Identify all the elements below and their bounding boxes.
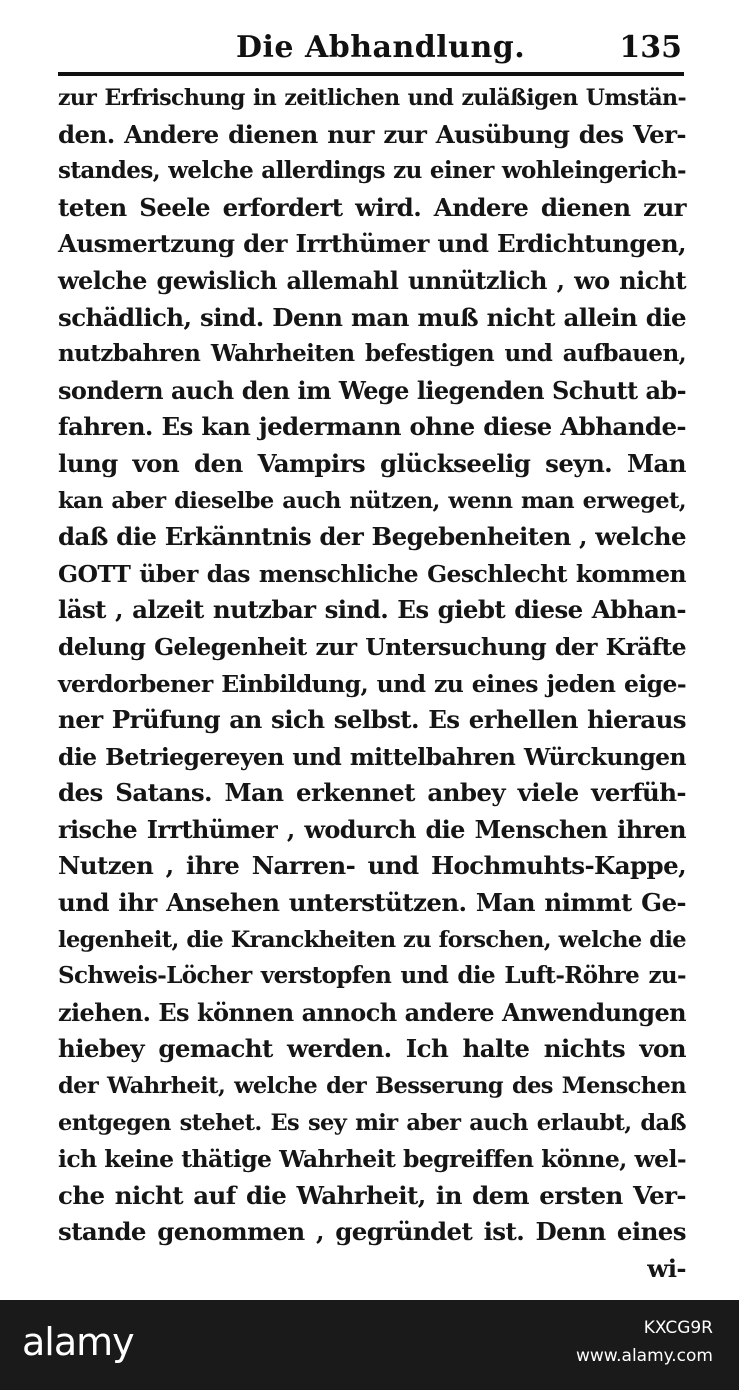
text-line: ich keine thätige Wahrheit begreiffen könne, wel-: [58, 1145, 686, 1174]
text-line: GOTT über das menschliche Geschlecht kommen: [58, 559, 686, 588]
text-line: standes, welche allerdings zu einer wohleingerich-: [58, 157, 686, 185]
text-line: Ausmertzung der Irrthümer und Erdichtungen,: [58, 229, 686, 259]
text-line: welche gewislich allemahl unnützlich , wo nicht: [58, 265, 686, 295]
page-number: 135: [619, 30, 682, 65]
text-line: der Wahrheit, welche der Besserung des Menschen: [58, 1073, 686, 1100]
text-line: hiebey gemacht werden. Ich halte nichts von: [58, 1034, 686, 1064]
text-line: teten Seele erfordert wird. Andere dienen zur: [58, 192, 686, 222]
text-line: lung von den Vampirs glückseelig seyn. Man: [58, 448, 686, 478]
catchword: wi-: [647, 1254, 686, 1283]
text-line: fahren. Es kan jedermann ohne diese Abhande-: [58, 412, 686, 442]
text-line: zur Erfrischung in zeitlichen und zuläßigen Umstän-: [58, 85, 686, 111]
stock-url: www.alamy.com: [575, 1346, 713, 1366]
text-line: stande genommen , gegründet ist. Denn eines: [58, 1217, 686, 1247]
stock-logo: alamy: [22, 1320, 134, 1364]
header-rule: [58, 72, 684, 76]
running-head: [58, 28, 684, 68]
text-line: nutzbahren Wahrheiten befestigen und aufbauen,: [58, 340, 686, 368]
text-line: che nicht auf die Wahrheit, in dem ersten Ver-: [58, 1180, 686, 1210]
text-line: legenheit, die Kranckheiten zu forschen, welche die: [58, 926, 686, 953]
text-line: Nutzen , ihre Narren- und Hochmuhts-Kappe,: [58, 851, 686, 881]
text-line: die Betriegereyen und mittelbahren Würckungen: [58, 742, 686, 771]
text-line: kan aber dieselbe auch nützen, wenn man erweget,: [58, 487, 686, 514]
text-line: schädlich, sind. Denn man muß nicht allein die: [58, 302, 686, 332]
text-line: ner Prüfung an sich selbst. Es erhellen hieraus: [58, 705, 686, 735]
text-line: den. Andere dienen nur zur Ausübung des Ver-: [58, 119, 686, 149]
text-line: läst , alzeit nutzbar sind. Es giebt diese Abhan-: [58, 595, 686, 625]
stock-image-id: KXCG9R: [643, 1318, 713, 1338]
running-head-title: Die Abhandlung.: [236, 30, 526, 65]
text-line: delung Gelegenheit zur Untersuchung der Kräfte: [58, 632, 686, 661]
text-line: sondern auch den im Wege liegenden Schutt ab-: [58, 375, 686, 405]
text-line: und ihr Ansehen unterstützen. Man nimmt Ge-: [58, 888, 686, 918]
text-line: ziehen. Es können annoch andere Anwendungen: [58, 997, 686, 1027]
stock-photo-bar: [0, 1300, 739, 1390]
text-line: daß die Erkänntnis der Begebenheiten , welche: [58, 522, 686, 552]
text-line: rische Irrthümer , wodurch die Menschen ihren: [58, 814, 686, 844]
text-line: entgegen stehet. Es sey mir aber auch erlaubt, daß: [58, 1109, 686, 1136]
text-line: verdorbener Einbildung, und zu eines jeden eige-: [58, 669, 686, 698]
text-line: Schweis-Löcher verstopfen und die Luft-Röhre zu-: [58, 962, 686, 990]
body-text: [58, 80, 686, 1288]
text-line: des Satans. Man erkennet anbey viele verfüh-: [58, 778, 686, 808]
